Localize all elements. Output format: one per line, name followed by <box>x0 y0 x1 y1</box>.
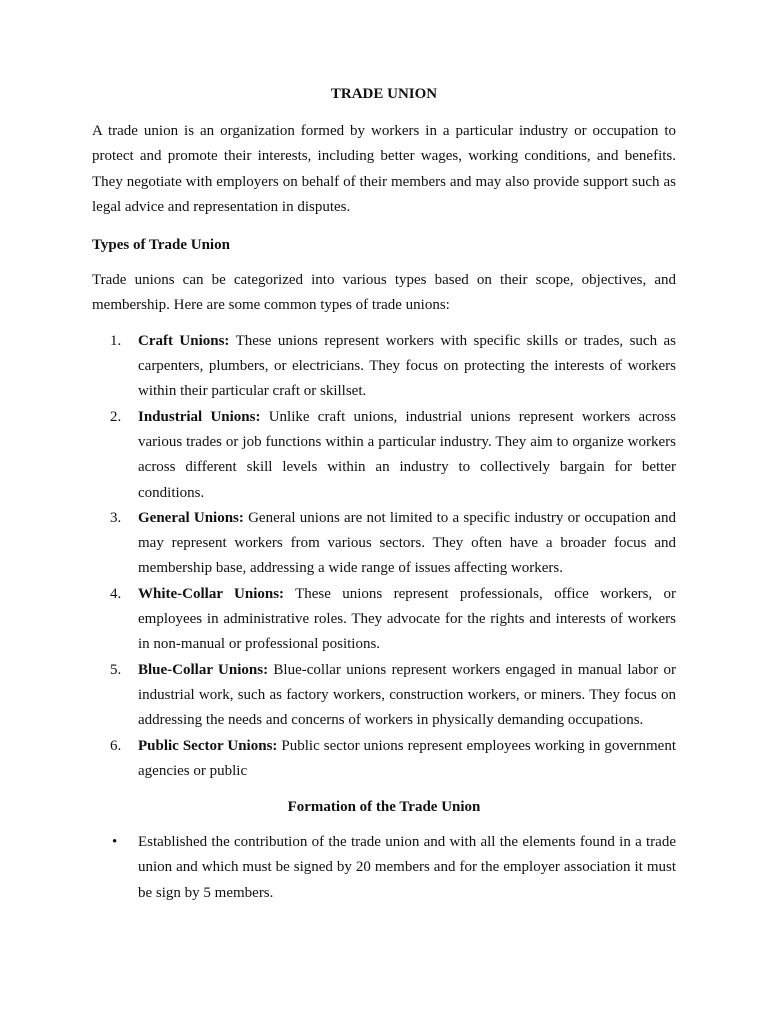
list-number: 5. <box>110 661 122 678</box>
list-item <box>92 582 676 658</box>
list-text: General unions are not limited to a specific industry or occupation and may represent workers from various sectors. They often have a broader focus and membership base, addressing a wide range of issues affecting workers. <box>138 509 676 577</box>
list-item <box>92 658 676 734</box>
list-text: Public sector unions represent employees working in government agencies or public <box>138 737 676 779</box>
list-number: 6. <box>110 737 122 754</box>
list-item <box>92 329 676 405</box>
bullet-item <box>92 830 676 906</box>
list-term: Public Sector Unions: <box>138 737 278 754</box>
intro-paragraph: A trade union is an organization formed by workers in a particular industry or occupation to protect and promote their interests, including better wages, working conditions, and benefits. They negotiate with employers on behalf of their members and may also provide support such as legal advice and representation in disputes. <box>92 123 676 215</box>
list-text: These unions represent workers with specific skills or trades, such as carpenters, plumbers, or electricians. They focus on protecting the interests of workers within their particular craft or skillset. <box>138 332 677 400</box>
list-number: 2. <box>110 408 122 425</box>
types-list <box>92 329 676 784</box>
formation-heading: Formation of the Trade Union <box>287 799 481 816</box>
list-number: 1. <box>110 332 122 349</box>
list-term: White-Collar Unions: <box>138 585 285 602</box>
list-text: Unlike craft unions, industrial unions represent workers across various trades or job functions within a particular industry. They aim to organize workers across different skill levels within an industry to collectively bargain for better conditions. <box>138 408 676 501</box>
list-text: These unions represent professionals, office workers, or employees in administrative roles. They advocate for the rights and interests of workers in non-manual or professional positions. <box>138 585 677 653</box>
list-number: 4. <box>110 585 122 602</box>
types-intro-paragraph: Trade unions can be categorized into various types based on their scope, objectives, and membership. Here are some common types of trade unions: <box>92 272 676 314</box>
list-item <box>92 734 676 785</box>
document-page <box>92 84 676 906</box>
list-number: 3. <box>110 509 122 526</box>
list-term: General Unions: <box>138 509 244 526</box>
list-text: Blue-collar unions represent workers engaged in manual labor or industrial work, such as factory workers, construction workers, or miners. They focus on addressing the needs and concerns of workers in physically demanding occupations. <box>138 661 676 729</box>
bullet-text: Established the contribution of the trade union and with all the elements found in a trade union and which must be signed by 20 members and for the employer association it must be sign by 5 members. <box>138 834 676 901</box>
types-heading: Types of Trade Union <box>92 237 230 254</box>
list-term: Industrial Unions: <box>138 408 261 425</box>
list-term: Craft Unions: <box>138 332 230 349</box>
list-item <box>92 506 676 582</box>
document-title: TRADE UNION <box>330 86 438 102</box>
list-item <box>92 405 676 506</box>
list-term: Blue-Collar Unions: <box>138 661 269 678</box>
bullet-marker: • <box>112 834 118 851</box>
